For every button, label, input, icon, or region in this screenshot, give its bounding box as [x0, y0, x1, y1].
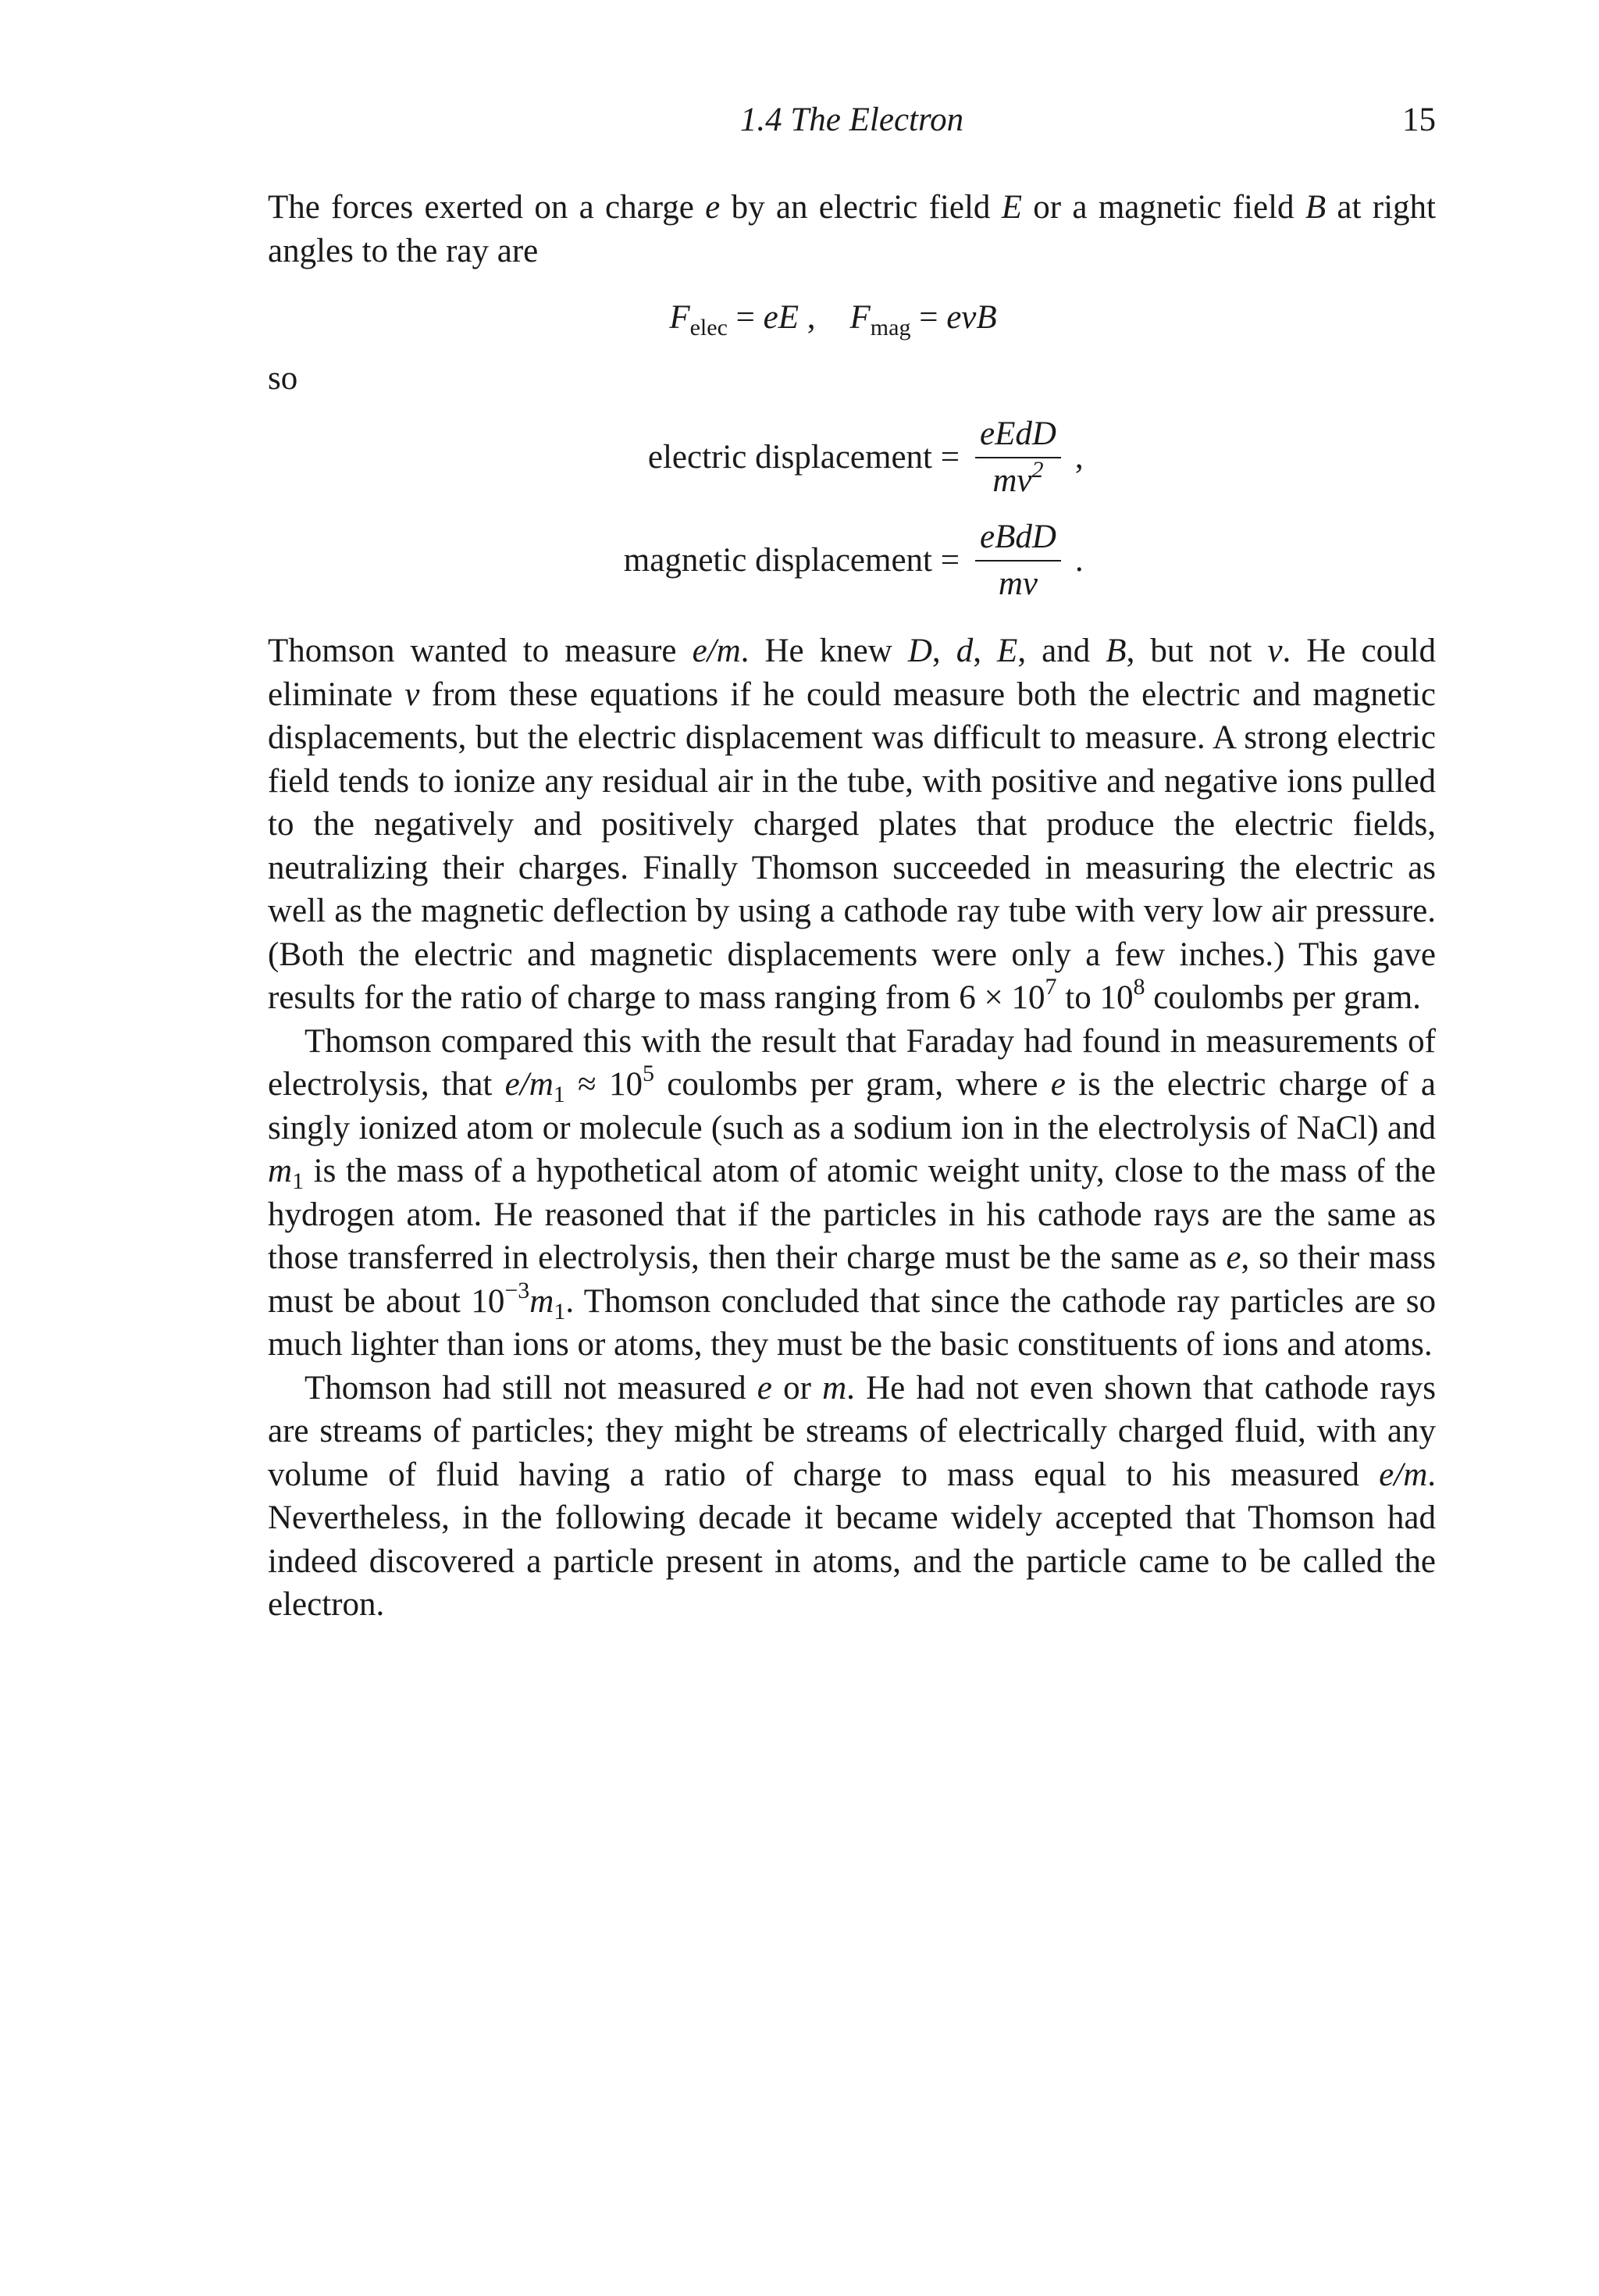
running-head	[268, 94, 1436, 145]
force-equations: $F_{elec}$ = eE , $F_{mag}$ = evB	[669, 299, 997, 340]
running-title: 1.4 The Electron	[739, 102, 964, 138]
electric-displacement-fraction: $\frac{\text{eEdD}}{mv^2}$	[975, 415, 1061, 501]
so-word: so	[268, 359, 298, 397]
displacement-equations	[268, 406, 1436, 612]
paragraph-electron-conclusion: Thomson had still not measured e or m. He had not even shown that cathode rays are streams of particles; they might be streams of electrically charged fluid, with any volume of fluid having a ratio of charge to mass equal to his measured e/m. Nevertheless, in the following decade it became widely accepted that Thomson had indeed discovered a particle present in atoms, and the particle came to be called the electron.	[268, 1369, 1436, 1623]
book-page	[268, 94, 1436, 1627]
paragraph-thomson-measure: Thomson wanted to measure e/m. He knew D, d, E, and B, but not v. He could eliminate v from these equations if he could measure both the electric and magnetic displacements, but the electric displacement was difficult to measure. A strong electric field tends to ionize any residual air in the tube, with positive and negative ions pulled to the negatively and positively charged plates that produce the electric fields, neutralizing their charges. Finally Thomson succeeded in measuring the electric as well as the magnetic deflection by using a cathode ray tube with very low air pressure. (Both the electric and magnetic displacements were only a few inches.) This gave results for the ratio of charge to mass ranging from $6 \times 10^7$ to $10^8$ coulombs per gram.	[268, 633, 1437, 1016]
magnetic-displacement-equation: magnetic displacement = $\frac{\text{eBdD}}{mv}$ .	[268, 509, 1436, 612]
electric-displacement-equation: electric displacement = $\frac{\text{eEdD}}{mv^2}$ ,	[268, 406, 1436, 509]
magnetic-displacement-label: magnetic displacement =	[623, 542, 960, 579]
page-number: 15	[1402, 102, 1436, 138]
intro-paragraph: The forces exerted on a charge e by an electric field E or a magnetic field B at right angles to the ray are	[268, 189, 1436, 269]
paragraph-faraday-comparison: Thomson compared this with the result that Faraday had found in measurements of electrolysis, that $e/m_1 \approx 10^5$ coulombs per gram, where e is the electric charge of a singly ionized atom or molecule (such as a sodium ion in the electrolysis of NaCl) and $m_1$ is the mass of a hypothetical atom of atomic weight unity, close to the mass of the hydrogen atom. He reasoned that if the particles in his cathode rays are the same as those transferred in electrolysis, then their charge must be the same as e, so their mass must be about $10^{-3}m_1$. Thomson concluded that since the cathode ray particles are so much lighter than ions or atoms, they must be the basic constituents of ions and atoms.	[268, 1022, 1437, 1363]
magnetic-displacement-fraction: $\frac{\text{eBdD}}{mv}$	[975, 518, 1061, 604]
electric-displacement-label: electric displacement =	[647, 439, 960, 476]
